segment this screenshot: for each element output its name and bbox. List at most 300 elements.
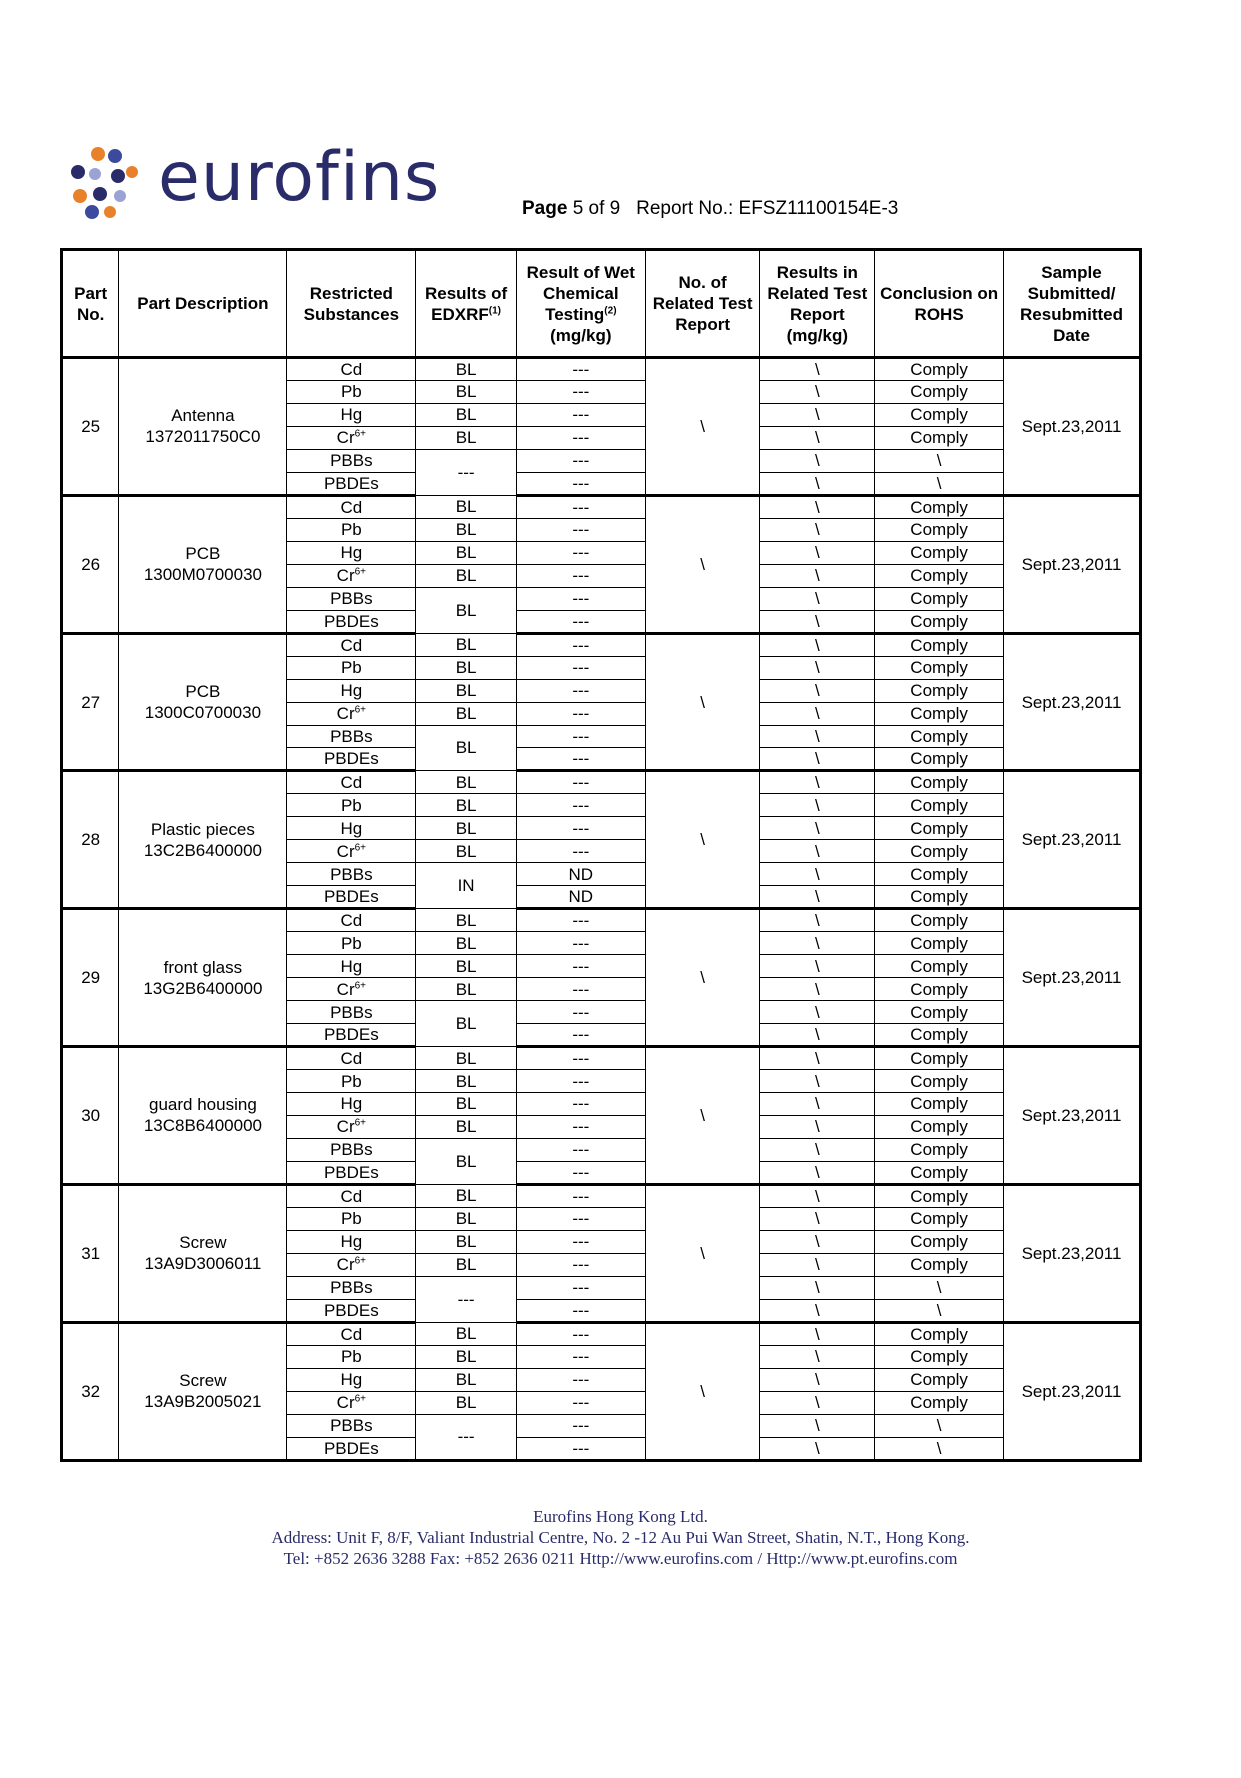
related-report-result: \ <box>760 840 875 863</box>
related-report-result: \ <box>760 472 875 495</box>
related-report-result: \ <box>760 1414 875 1437</box>
restricted-substance: PBDEs <box>287 1299 416 1322</box>
wet-chemical-result: --- <box>516 748 645 771</box>
related-report-no: \ <box>645 358 760 496</box>
restricted-substance: PBBs <box>287 1001 416 1024</box>
wet-chemical-result: --- <box>516 610 645 633</box>
rohs-conclusion: Comply <box>875 1368 1004 1391</box>
rohs-conclusion: \ <box>875 1276 1004 1299</box>
wet-chemical-result: --- <box>516 840 645 863</box>
restricted-substance: Hg <box>287 1368 416 1391</box>
related-report-result: \ <box>760 794 875 817</box>
edxrf-result: BL <box>416 1001 517 1047</box>
rohs-conclusion: Comply <box>875 1184 1004 1207</box>
related-report-result: \ <box>760 702 875 725</box>
rohs-conclusion: Comply <box>875 1207 1004 1230</box>
rohs-conclusion: Comply <box>875 358 1004 381</box>
wet-chemical-result: --- <box>516 1184 645 1207</box>
part-name: Screw <box>179 1233 227 1253</box>
related-report-result: \ <box>760 1230 875 1253</box>
related-report-no: \ <box>645 771 760 909</box>
wet-chemical-result: --- <box>516 978 645 1001</box>
part-no: 25 <box>62 358 119 496</box>
wet-chemical-result: --- <box>516 1437 645 1460</box>
wet-chemical-result: --- <box>516 403 645 426</box>
restricted-substance: Cd <box>287 495 416 518</box>
rohs-conclusion: Comply <box>875 886 1004 909</box>
related-report-result: \ <box>760 771 875 794</box>
wet-chemical-result: --- <box>516 1047 645 1070</box>
edxrf-result: BL <box>416 1207 517 1230</box>
restricted-substance: Pb <box>287 1070 416 1093</box>
edxrf-result: BL <box>416 1345 517 1368</box>
rohs-conclusion: \ <box>875 472 1004 495</box>
part-code: 13A9D3006011 <box>144 1254 262 1274</box>
restricted-substance: PBBs <box>287 725 416 748</box>
page-info <box>522 198 898 220</box>
restricted-substance: $Cr^{6+}$ <box>287 702 416 725</box>
related-report-result: \ <box>760 403 875 426</box>
table-row <box>62 1322 1141 1345</box>
restricted-substance: Pb <box>287 518 416 541</box>
wet-chemical-result: --- <box>516 1001 645 1024</box>
related-report-no: \ <box>645 1047 760 1185</box>
part-name: Screw <box>179 1371 227 1391</box>
rohs-conclusion: Comply <box>875 633 1004 656</box>
rohs-conclusion: Comply <box>875 495 1004 518</box>
rohs-conclusion: Comply <box>875 1322 1004 1345</box>
rohs-conclusion: Comply <box>875 1001 1004 1024</box>
wet-chemical-result: --- <box>516 1253 645 1276</box>
related-report-result: \ <box>760 932 875 955</box>
rohs-conclusion: Comply <box>875 1230 1004 1253</box>
rohs-conclusion: Comply <box>875 587 1004 610</box>
table-row <box>62 1184 1141 1207</box>
footer-contact: Tel: +852 2636 3288 Fax: +852 2636 0211 Http://www.eurofins.com / Http://www.pt.eurofins.com <box>283 1549 958 1568</box>
wet-chemical-result: --- <box>516 541 645 564</box>
related-report-result: \ <box>760 725 875 748</box>
wet-chemical-result: --- <box>516 472 645 495</box>
wet-chemical-result: --- <box>516 909 645 932</box>
related-report-result: \ <box>760 1368 875 1391</box>
edxrf-result: BL <box>416 426 517 449</box>
part-description <box>119 909 287 1047</box>
related-report-result: \ <box>760 1024 875 1047</box>
restricted-substance: PBBs <box>287 449 416 472</box>
related-report-result: \ <box>760 1253 875 1276</box>
restricted-substance: PBBs <box>287 1276 416 1299</box>
related-report-result: \ <box>760 909 875 932</box>
wet-chemical-result: --- <box>516 771 645 794</box>
edxrf-result: BL <box>416 518 517 541</box>
rohs-conclusion: Comply <box>875 656 1004 679</box>
table-row <box>62 1047 1141 1070</box>
wet-chemical-result: --- <box>516 1414 645 1437</box>
sample-date: Sept.23,2011 <box>1004 909 1141 1047</box>
part-name: PCB <box>185 544 221 564</box>
table-body <box>62 358 1141 1461</box>
part-name: guard housing <box>149 1095 257 1115</box>
header-sample-date: Sample Submitted/ Resubmitted Date <box>1004 250 1141 358</box>
edxrf-result: BL <box>416 1184 517 1207</box>
part-description <box>119 633 287 771</box>
restricted-substance: Pb <box>287 932 416 955</box>
edxrf-result: BL <box>416 1070 517 1093</box>
restricted-substance: PBDEs <box>287 610 416 633</box>
edxrf-result: --- <box>416 1276 517 1322</box>
wet-chemical-result: --- <box>516 702 645 725</box>
wet-chemical-result: --- <box>516 380 645 403</box>
related-report-no: \ <box>645 1184 760 1322</box>
restricted-substance: Pb <box>287 380 416 403</box>
restricted-substance: PBDEs <box>287 1024 416 1047</box>
part-name: PCB <box>185 682 221 702</box>
wet-chemical-result: --- <box>516 495 645 518</box>
wet-chemical-result: --- <box>516 656 645 679</box>
restricted-substance: PBBs <box>287 1138 416 1161</box>
restricted-substance: Hg <box>287 1230 416 1253</box>
rohs-conclusion: \ <box>875 1437 1004 1460</box>
wet-chemical-result: ND <box>516 863 645 886</box>
header-part-description: Part Description <box>119 250 287 358</box>
edxrf-result: BL <box>416 794 517 817</box>
restricted-substance: Hg <box>287 541 416 564</box>
sample-date: Sept.23,2011 <box>1004 1184 1141 1322</box>
edxrf-result: BL <box>416 1368 517 1391</box>
restricted-substance: $Cr^{6+}$ <box>287 426 416 449</box>
edxrf-result: BL <box>416 1391 517 1414</box>
wet-chemical-result: --- <box>516 1070 645 1093</box>
edxrf-result: BL <box>416 1093 517 1116</box>
wet-chemical-result: --- <box>516 564 645 587</box>
part-name: Plastic pieces <box>150 819 255 839</box>
related-report-result: \ <box>760 1322 875 1345</box>
restricted-substance: Cd <box>287 633 416 656</box>
related-report-result: \ <box>760 564 875 587</box>
rohs-conclusion: \ <box>875 1414 1004 1437</box>
related-report-no: \ <box>645 495 760 633</box>
wet-chemical-result: --- <box>516 1391 645 1414</box>
wet-chemical-result: --- <box>516 932 645 955</box>
footer-company: Eurofins Hong Kong Ltd. <box>533 1507 708 1526</box>
wet-chemical-result: --- <box>516 1138 645 1161</box>
rohs-conclusion: Comply <box>875 403 1004 426</box>
edxrf-result: BL <box>416 955 517 978</box>
related-report-result: \ <box>760 1115 875 1138</box>
part-no: 32 <box>62 1322 119 1460</box>
rohs-conclusion: Comply <box>875 909 1004 932</box>
wet-chemical-result: --- <box>516 1093 645 1116</box>
restricted-substance: Cd <box>287 909 416 932</box>
wet-chemical-result: --- <box>516 817 645 840</box>
edxrf-result: IN <box>416 863 517 909</box>
restricted-substance: PBDEs <box>287 748 416 771</box>
part-code: 13A9B2005021 <box>144 1392 262 1412</box>
restricted-substance: Pb <box>287 656 416 679</box>
related-report-result: \ <box>760 748 875 771</box>
wet-chemical-result: --- <box>516 1115 645 1138</box>
rohs-conclusion: Comply <box>875 679 1004 702</box>
sample-date: Sept.23,2011 <box>1004 358 1141 496</box>
page-label: Page <box>522 198 568 219</box>
related-report-result: \ <box>760 541 875 564</box>
restricted-substance: Cd <box>287 771 416 794</box>
sample-date: Sept.23,2011 <box>1004 1322 1141 1460</box>
sample-date: Sept.23,2011 <box>1004 771 1141 909</box>
rohs-conclusion: Comply <box>875 1161 1004 1184</box>
edxrf-result: BL <box>416 1115 517 1138</box>
wet-chemical-result: --- <box>516 1368 645 1391</box>
wet-chemical-result: --- <box>516 1207 645 1230</box>
related-report-result: \ <box>760 1207 875 1230</box>
restricted-substance: PBBs <box>287 587 416 610</box>
rohs-conclusion: Comply <box>875 748 1004 771</box>
restricted-substance: $Cr^{6+}$ <box>287 564 416 587</box>
rohs-conclusion: Comply <box>875 518 1004 541</box>
related-report-result: \ <box>760 633 875 656</box>
wet-chemical-result: --- <box>516 794 645 817</box>
edxrf-result: BL <box>416 564 517 587</box>
part-code: 13C8B6400000 <box>143 1116 262 1136</box>
header-results-edxrf: Results of EDXRF$^{(1)}$ <box>416 250 517 358</box>
edxrf-result: BL <box>416 495 517 518</box>
related-report-result: \ <box>760 358 875 381</box>
part-code: 13C2B6400000 <box>143 840 262 860</box>
related-report-result: \ <box>760 955 875 978</box>
wet-chemical-result: --- <box>516 679 645 702</box>
related-report-result: \ <box>760 380 875 403</box>
sample-date: Sept.23,2011 <box>1004 633 1141 771</box>
related-report-result: \ <box>760 1001 875 1024</box>
part-no: 28 <box>62 771 119 909</box>
related-report-result: \ <box>760 656 875 679</box>
rohs-conclusion: Comply <box>875 1391 1004 1414</box>
sample-date: Sept.23,2011 <box>1004 1047 1141 1185</box>
related-report-result: \ <box>760 495 875 518</box>
header-no-related-report: No. of Related Test Report <box>645 250 760 358</box>
restricted-substance: $Cr^{6+}$ <box>287 840 416 863</box>
part-description <box>119 1184 287 1322</box>
edxrf-result: BL <box>416 932 517 955</box>
edxrf-result: BL <box>416 909 517 932</box>
rohs-results-table <box>60 248 1142 1462</box>
header-part-no: Part No. <box>62 250 119 358</box>
edxrf-result: BL <box>416 358 517 381</box>
related-report-no: \ <box>645 909 760 1047</box>
wet-chemical-result: --- <box>516 725 645 748</box>
edxrf-result: BL <box>416 817 517 840</box>
rohs-conclusion: Comply <box>875 702 1004 725</box>
edxrf-result: BL <box>416 978 517 1001</box>
rohs-conclusion: Comply <box>875 1115 1004 1138</box>
edxrf-result: BL <box>416 840 517 863</box>
restricted-substance: Hg <box>287 817 416 840</box>
header-results-related: Results in Related Test Report (mg/kg) <box>760 250 875 358</box>
related-report-result: \ <box>760 1299 875 1322</box>
related-report-result: \ <box>760 518 875 541</box>
related-report-result: \ <box>760 1070 875 1093</box>
edxrf-result: BL <box>416 1322 517 1345</box>
related-report-result: \ <box>760 1345 875 1368</box>
header-conclusion: Conclusion on ROHS <box>875 250 1004 358</box>
edxrf-result: BL <box>416 403 517 426</box>
rohs-conclusion: Comply <box>875 794 1004 817</box>
related-report-result: \ <box>760 426 875 449</box>
table-row <box>62 495 1141 518</box>
related-report-result: \ <box>760 449 875 472</box>
wet-chemical-result: --- <box>516 1299 645 1322</box>
related-report-no: \ <box>645 1322 760 1460</box>
related-report-no: \ <box>645 633 760 771</box>
header-result-wet: Result of Wet Chemical Testing$^{(2)}$ (mg/kg) <box>516 250 645 358</box>
table-row <box>62 909 1141 932</box>
edxrf-result: BL <box>416 380 517 403</box>
rohs-conclusion: Comply <box>875 380 1004 403</box>
restricted-substance: $Cr^{6+}$ <box>287 1115 416 1138</box>
wet-chemical-result: --- <box>516 449 645 472</box>
rohs-conclusion: Comply <box>875 978 1004 1001</box>
related-report-result: \ <box>760 886 875 909</box>
wet-chemical-result: --- <box>516 1161 645 1184</box>
related-report-result: \ <box>760 587 875 610</box>
wet-chemical-result: --- <box>516 587 645 610</box>
rohs-conclusion: Comply <box>875 1345 1004 1368</box>
part-no: 26 <box>62 495 119 633</box>
restricted-substance: Hg <box>287 955 416 978</box>
report-no: EFSZ11100154E-3 <box>738 198 899 219</box>
wet-chemical-result: ND <box>516 886 645 909</box>
wet-chemical-result: --- <box>516 426 645 449</box>
part-description <box>119 1322 287 1460</box>
eurofins-logo <box>70 138 441 222</box>
rohs-conclusion: Comply <box>875 564 1004 587</box>
related-report-result: \ <box>760 1437 875 1460</box>
part-description <box>119 771 287 909</box>
edxrf-result: BL <box>416 702 517 725</box>
wet-chemical-result: --- <box>516 1230 645 1253</box>
rohs-conclusion: Comply <box>875 817 1004 840</box>
related-report-result: \ <box>760 817 875 840</box>
wet-chemical-result: --- <box>516 518 645 541</box>
rohs-conclusion: Comply <box>875 725 1004 748</box>
restricted-substance: Cd <box>287 1047 416 1070</box>
wet-chemical-result: --- <box>516 1276 645 1299</box>
report-label: Report No.: <box>636 198 734 219</box>
page-of: 5 of 9 <box>572 198 621 219</box>
restricted-substance: PBDEs <box>287 1161 416 1184</box>
rohs-conclusion: Comply <box>875 840 1004 863</box>
rohs-conclusion: Comply <box>875 1070 1004 1093</box>
wet-chemical-result: --- <box>516 1024 645 1047</box>
rohs-conclusion: Comply <box>875 955 1004 978</box>
part-description <box>119 1047 287 1185</box>
related-report-result: \ <box>760 1276 875 1299</box>
rohs-conclusion: Comply <box>875 1093 1004 1116</box>
restricted-substance: PBDEs <box>287 886 416 909</box>
rohs-conclusion: Comply <box>875 1138 1004 1161</box>
part-no: 31 <box>62 1184 119 1322</box>
part-no: 29 <box>62 909 119 1047</box>
edxrf-result: --- <box>416 449 517 495</box>
wet-chemical-result: --- <box>516 633 645 656</box>
related-report-result: \ <box>760 610 875 633</box>
restricted-substance: PBDEs <box>287 472 416 495</box>
rohs-conclusion: Comply <box>875 932 1004 955</box>
part-no: 27 <box>62 633 119 771</box>
part-description <box>119 358 287 496</box>
edxrf-result: BL <box>416 633 517 656</box>
edxrf-result: BL <box>416 656 517 679</box>
restricted-substance: Cd <box>287 1184 416 1207</box>
restricted-substance: Pb <box>287 1345 416 1368</box>
related-report-result: \ <box>760 679 875 702</box>
rohs-conclusion: Comply <box>875 1253 1004 1276</box>
edxrf-result: --- <box>416 1414 517 1460</box>
wet-chemical-result: --- <box>516 1322 645 1345</box>
table-row <box>62 633 1141 656</box>
wet-chemical-result: --- <box>516 955 645 978</box>
edxrf-result: BL <box>416 1253 517 1276</box>
edxrf-result: BL <box>416 541 517 564</box>
restricted-substance: $Cr^{6+}$ <box>287 978 416 1001</box>
rohs-conclusion: \ <box>875 449 1004 472</box>
edxrf-result: BL <box>416 1047 517 1070</box>
restricted-substance: Pb <box>287 1207 416 1230</box>
footer-address: Address: Unit F, 8/F, Valiant Industrial Centre, No. 2 -12 Au Pui Wan Street, Shatin, N.T., Hong Kong. <box>271 1528 970 1547</box>
part-code: 1300C0700030 <box>144 703 262 723</box>
edxrf-result: BL <box>416 679 517 702</box>
part-code: 13G2B6400000 <box>143 978 263 998</box>
restricted-substance: Pb <box>287 794 416 817</box>
part-description <box>119 495 287 633</box>
rohs-conclusion: Comply <box>875 771 1004 794</box>
edxrf-result: BL <box>416 1138 517 1184</box>
restricted-substance: Cd <box>287 1322 416 1345</box>
edxrf-result: BL <box>416 1230 517 1253</box>
logo-wordmark: eurofins <box>158 138 441 217</box>
rohs-conclusion: Comply <box>875 610 1004 633</box>
edxrf-result: BL <box>416 771 517 794</box>
related-report-result: \ <box>760 1184 875 1207</box>
related-report-result: \ <box>760 978 875 1001</box>
restricted-substance: Hg <box>287 1093 416 1116</box>
restricted-substance: Hg <box>287 679 416 702</box>
header-restricted-substances: Restricted Substances <box>287 250 416 358</box>
rohs-conclusion: Comply <box>875 863 1004 886</box>
restricted-substance: PBDEs <box>287 1437 416 1460</box>
restricted-substance: Cd <box>287 358 416 381</box>
table-row <box>62 771 1141 794</box>
related-report-result: \ <box>760 1391 875 1414</box>
related-report-result: \ <box>760 1047 875 1070</box>
eurofins-dots-icon <box>70 146 150 222</box>
rohs-conclusion: Comply <box>875 1047 1004 1070</box>
related-report-result: \ <box>760 1093 875 1116</box>
rohs-conclusion: \ <box>875 1299 1004 1322</box>
wet-chemical-result: --- <box>516 358 645 381</box>
part-no: 30 <box>62 1047 119 1185</box>
restricted-substance: $Cr^{6+}$ <box>287 1253 416 1276</box>
related-report-result: \ <box>760 1138 875 1161</box>
related-report-result: \ <box>760 1161 875 1184</box>
restricted-substance: $Cr^{6+}$ <box>287 1391 416 1414</box>
part-name: front glass <box>163 957 243 977</box>
part-name: Antenna <box>171 406 235 426</box>
part-code: 1300M0700030 <box>143 565 262 585</box>
part-code: 1372011750C0 <box>145 427 261 447</box>
related-report-result: \ <box>760 863 875 886</box>
rohs-conclusion: Comply <box>875 541 1004 564</box>
